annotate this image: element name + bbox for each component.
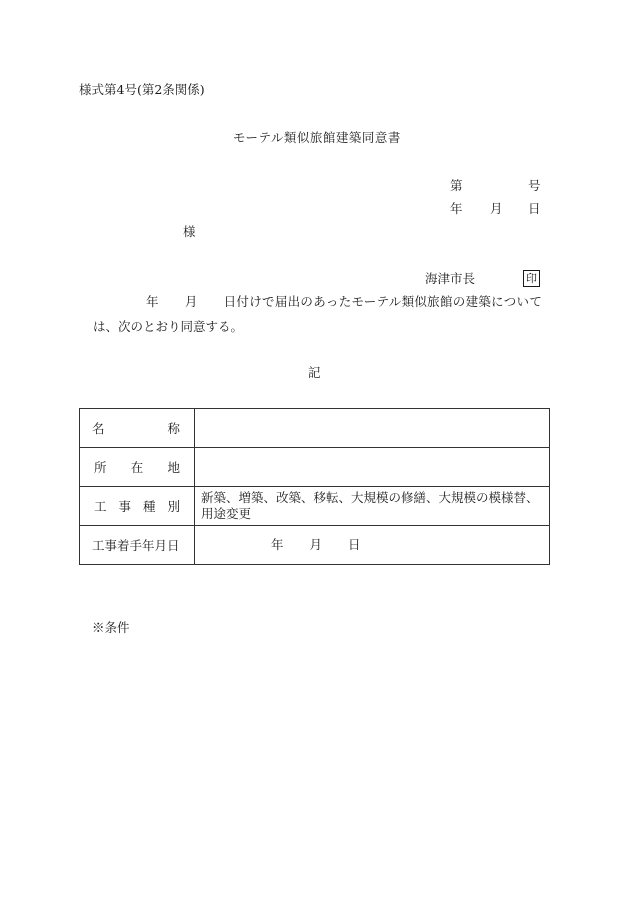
- construction-type-value-cell: 新築、増築、改築、移転、大規模の修繕、大規模の模様替、用途変更: [195, 487, 550, 526]
- ki-heading: 記: [308, 365, 321, 380]
- form-number-label: 様式第4号(第2条関係): [79, 82, 205, 97]
- label-char: 種: [142, 499, 156, 514]
- location-value-cell: [195, 448, 550, 487]
- conditions-label: ※条件: [92, 620, 130, 635]
- issue-date-month: 月: [490, 201, 503, 216]
- body-line-1: [146, 296, 542, 309]
- issue-date-year: 年: [450, 201, 463, 216]
- addressee-honorific: 様: [183, 224, 196, 239]
- name-label-cell: [80, 409, 195, 448]
- table-row: [80, 526, 550, 565]
- seal-stamp: [523, 270, 540, 287]
- document-title: モーテル類似旅館建築同意書: [233, 130, 401, 145]
- body-year: 年: [146, 294, 159, 309]
- table-row: [80, 448, 550, 487]
- table-row: [80, 487, 550, 526]
- label-char: 地: [167, 460, 180, 475]
- start-date-label: 工事着手年月日: [92, 538, 180, 553]
- label-char: 所: [94, 460, 107, 475]
- start-date-year: 年: [271, 537, 284, 553]
- issuer-name: 海津市長: [425, 271, 476, 286]
- label-char: 事: [118, 499, 131, 514]
- start-date-day: 日: [348, 537, 361, 553]
- label-char: 称: [167, 421, 180, 436]
- start-date-value-cell: [195, 526, 550, 565]
- body-line-1-text: 日付けで届出のあったモーテル類似旅館の建築について: [223, 294, 543, 309]
- seal-text: 印: [526, 272, 537, 285]
- label-char: 在: [130, 460, 144, 475]
- start-date-label-cell: [80, 526, 195, 565]
- location-label-cell: [80, 448, 195, 487]
- label-char: 工: [94, 499, 107, 514]
- construction-type-label-cell: [80, 487, 195, 526]
- reference-number-suffix: 号: [528, 178, 541, 193]
- detail-table: [79, 408, 550, 565]
- name-value-cell: [195, 409, 550, 448]
- label-char: 別: [167, 499, 180, 514]
- label-char: 名: [92, 421, 105, 436]
- start-date-month: 月: [309, 537, 323, 553]
- body-line-2: は、次のとおり同意する。: [93, 319, 244, 334]
- reference-number-prefix: 第: [450, 178, 463, 193]
- table-row: [80, 409, 550, 448]
- body-month: 月: [184, 294, 198, 309]
- issue-date-day: 日: [528, 201, 541, 216]
